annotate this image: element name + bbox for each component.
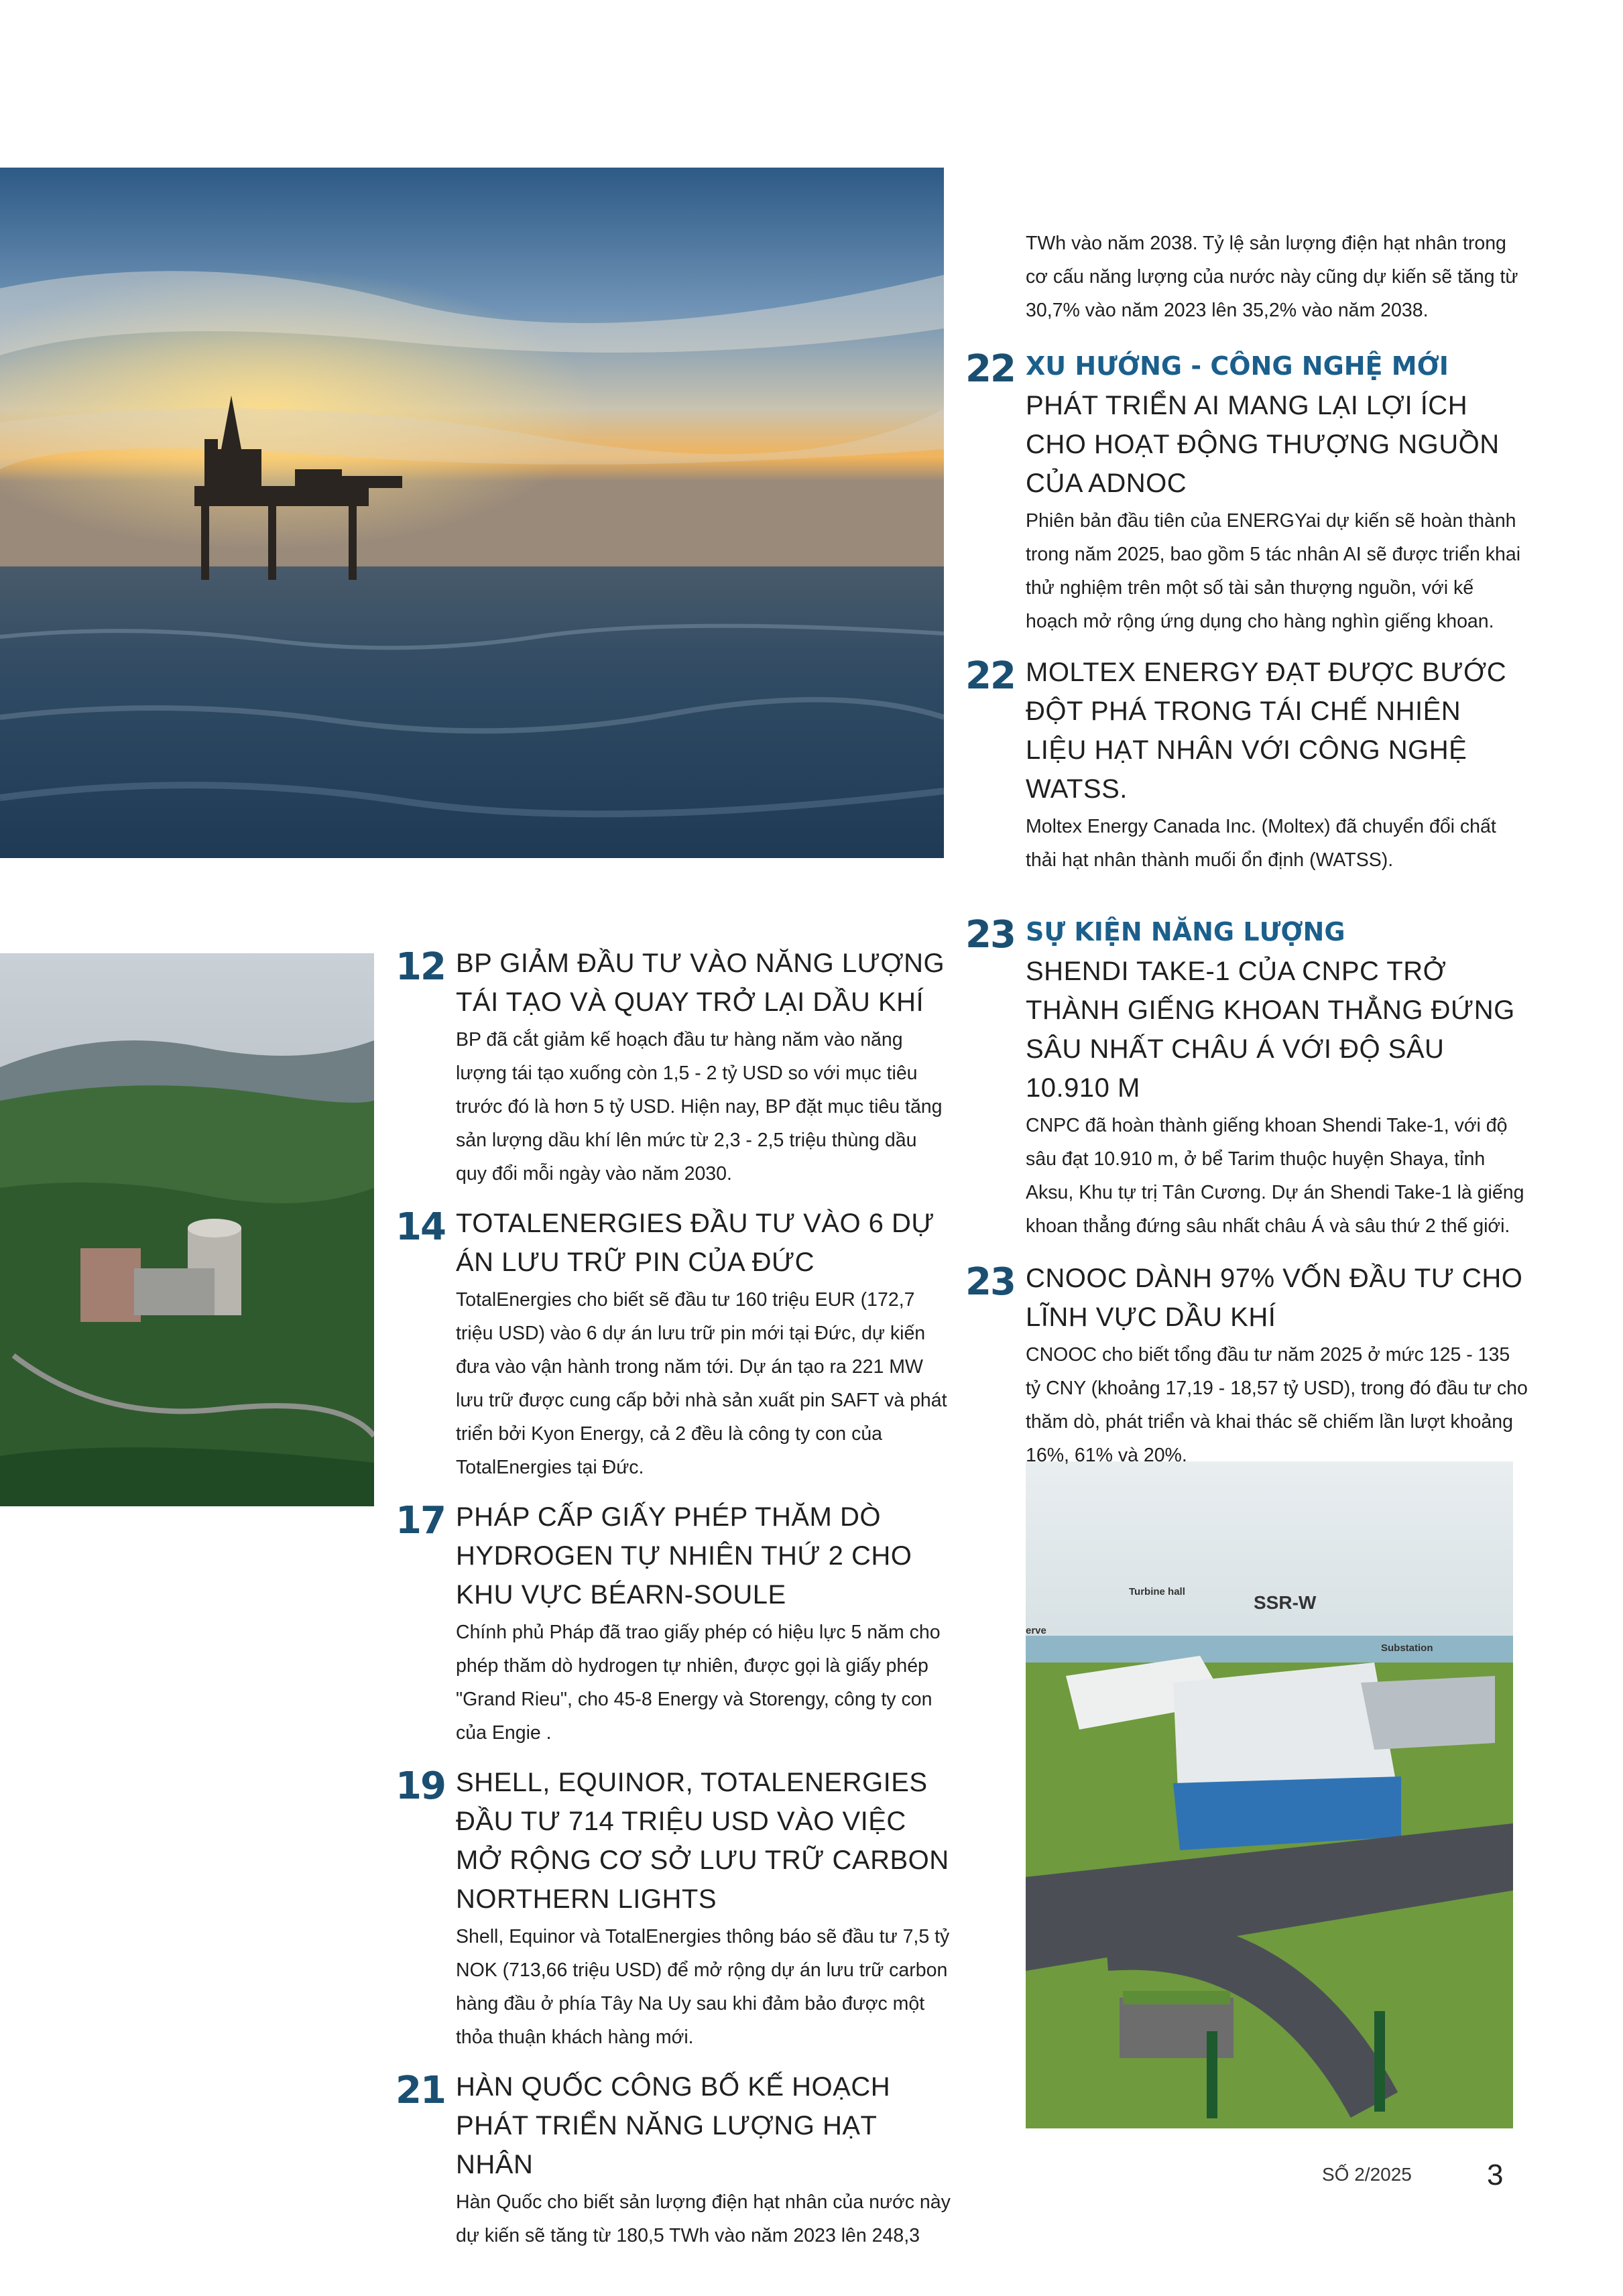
label-reserve: erve [1026, 1625, 1046, 1636]
toc-item[interactable] [965, 653, 1528, 877]
page-number: 14 [396, 1205, 445, 1249]
item-body: Phiên bản đầu tiên của ENERGYai dự kiến sẽ hoàn thành trong năm 2025, bao gồm 5 tác nhân AI sẽ được triển khai thử nghiệm trên một số tài sản thượng nguồn, với kế hoạch mở rộng ứng dụng cho hàng nghìn giếng khoan. [1026, 510, 1521, 632]
toc-item[interactable] [965, 1259, 1528, 1472]
right-column [965, 225, 1528, 1472]
nuclear-plant-photo [0, 953, 374, 1506]
category-heading: SỰ KIỆN NĂNG LƯỢNG [1026, 917, 1345, 947]
item-title: SHELL, EQUINOR, TOTALENERGIES ĐẦU TƯ 714 TRIỆU USD VÀO VIỆC MỞ RỘNG CƠ SỞ LƯU TRỮ CARBON NORTHERN LIGHTS [456, 1768, 949, 1914]
page-number: 12 [396, 945, 445, 989]
label-substation: Substation [1381, 1642, 1433, 1654]
item-body: CNOOC cho biết tổng đầu tư năm 2025 ở mức 125 - 135 tỷ CNY (khoảng 17,19 - 18,57 tỷ USD), trong đó đầu tư cho thăm dò, phát triển và khai thác sẽ chiếm lần lượt khoảng 16%, 61% và 20%. [1026, 1344, 1528, 1466]
page-number: 22 [965, 654, 1015, 698]
offshore-rig-photo [0, 168, 944, 858]
page-number-footer: 3 [1487, 2159, 1504, 2191]
item-body: Moltex Energy Canada Inc. (Moltex) đã chuyển đổi chất thải hạt nhân thành muối ổn định (WATSS). [1026, 816, 1496, 871]
item-title: PHÁP CẤP GIẤY PHÉP THĂM DÒ HYDROGEN TỰ NHIÊN THỨ 2 CHO KHU VỰC BÉARN-SOULE [456, 1502, 912, 1610]
page-number: 17 [396, 1499, 445, 1543]
page-number: 21 [396, 2069, 445, 2112]
toc-item[interactable] [396, 2067, 952, 2252]
item-body: CNPC đã hoàn thành giếng khoan Shendi Take-1, với độ sâu đạt 10.910 m, ở bể Tarim thuộc huyện Shaya, tỉnh Aksu, Khu tự trị Tân Cương. Dự án Shendi Take-1 là giếng khoan thẳng đứng sâu nhất châu Á và sâu thứ 2 thế giới. [1026, 1115, 1524, 1237]
item-title: MOLTEX ENERGY ĐẠT ĐƯỢC BƯỚC ĐỘT PHÁ TRONG TÁI CHẾ NHIÊN LIỆU HẠT NHÂN VỚI CÔNG NGHỆ WATSS. [1026, 658, 1507, 804]
item-body: Chính phủ Pháp đã trao giấy phép có hiệu lực 5 năm cho phép thăm dò hydrogen tự nhiên, được gọi là giấy phép "Grand Rieu", cho 45-8 Energy và Storengy, công ty con của Engie . [456, 1622, 941, 1744]
item-title: CNOOC DÀNH 97% VỐN ĐẦU TƯ CHO LĨNH VỰC DẦU KHÍ [1026, 1264, 1523, 1332]
page-number: 23 [965, 913, 1015, 957]
page-number: 23 [965, 1260, 1015, 1304]
toc-item[interactable] [965, 346, 1528, 638]
continued-text: TWh vào năm 2038. Tỷ lệ sản lượng điện hạt nhân trong cơ cấu năng lượng của nước này cũng dự kiến sẽ tăng từ 30,7% vào năm 2023 lên 35,2% vào năm 2038. [1026, 233, 1518, 321]
left-column [396, 944, 952, 2252]
label-turbine-hall: Turbine hall [1129, 1586, 1185, 1597]
item-title: HÀN QUỐC CÔNG BỐ KẾ HOẠCH PHÁT TRIỂN NĂNG LƯỢNG HẠT NHÂN [456, 2072, 891, 2179]
category-heading: XU HƯỚNG - CÔNG NGHỆ MỚI [1026, 351, 1449, 381]
item-body: TotalEnergies cho biết sẽ đầu tư 160 triệu EUR (172,7 triệu USD) vào 6 dự án lưu trữ pin mới tại Đức, dự kiến đưa vào vận hành trong năm tới. Dự án tạo ra 221 MW lưu trữ được cung cấp bởi nhà sản xuất pin SAFT và phát triển bởi Kyon Energy, cả 2 đều là công ty con của TotalEnergies tại Đức. [456, 1289, 947, 1478]
page-number: 19 [396, 1764, 445, 1808]
item-title: BP GIẢM ĐẦU TƯ VÀO NĂNG LƯỢNG TÁI TẠO VÀ QUAY TRỞ LẠI DẦU KHÍ [456, 949, 945, 1017]
issue-label: SỐ 2/2025 [1322, 2164, 1412, 2185]
toc-item[interactable] [396, 1204, 952, 1484]
item-body: Hàn Quốc cho biết sản lượng điện hạt nhân của nước này dự kiến sẽ tăng từ 180,5 TWh vào năm 2023 lên 248,3 [456, 2191, 951, 2246]
item-title: TOTALENERGIES ĐẦU TƯ VÀO 6 DỰ ÁN LƯU TRỮ PIN CỦA ĐỨC [456, 1209, 935, 1277]
toc-item[interactable] [965, 912, 1528, 1243]
toc-item[interactable] [396, 944, 952, 1191]
item-body: BP đã cắt giảm kế hoạch đầu tư hàng năm vào năng lượng tái tạo xuống còn 1,5 - 2 tỷ USD so với mục tiêu trước đó là hơn 5 tỷ USD. Hiện nay, BP đặt mục tiêu tăng sản lượng dầu khí lên mức từ 2,3 - 2,5 triệu thùng dầu quy đổi mỗi ngày vào năm 2030. [456, 1029, 943, 1185]
item-body: Shell, Equinor và TotalEnergies thông báo sẽ đầu tư 7,5 tỷ NOK (713,66 triệu USD) để mở rộng dự án lưu trữ carbon hàng đầu ở phía Tây Na Uy sau khi đảm bảo được một thỏa thuận khách hàng mới. [456, 1926, 950, 2048]
ssr-w-render [1026, 1461, 1513, 2128]
toc-item[interactable] [396, 1498, 952, 1750]
toc-item[interactable] [396, 1763, 952, 2054]
page-number: 22 [965, 347, 1015, 391]
item-title: PHÁT TRIỂN AI MANG LẠI LỢI ÍCH CHO HOẠT ĐỘNG THƯỢNG NGUỒN CỦA ADNOC [1026, 391, 1500, 498]
item-title: SHENDI TAKE-1 CỦA CNPC TRỞ THÀNH GIẾNG KHOAN THẲNG ĐỨNG SÂU NHẤT CHÂU Á VỚI ĐỘ SÂU 10.910 M [1026, 957, 1515, 1103]
label-ssr-w: SSR-W [1254, 1592, 1317, 1613]
